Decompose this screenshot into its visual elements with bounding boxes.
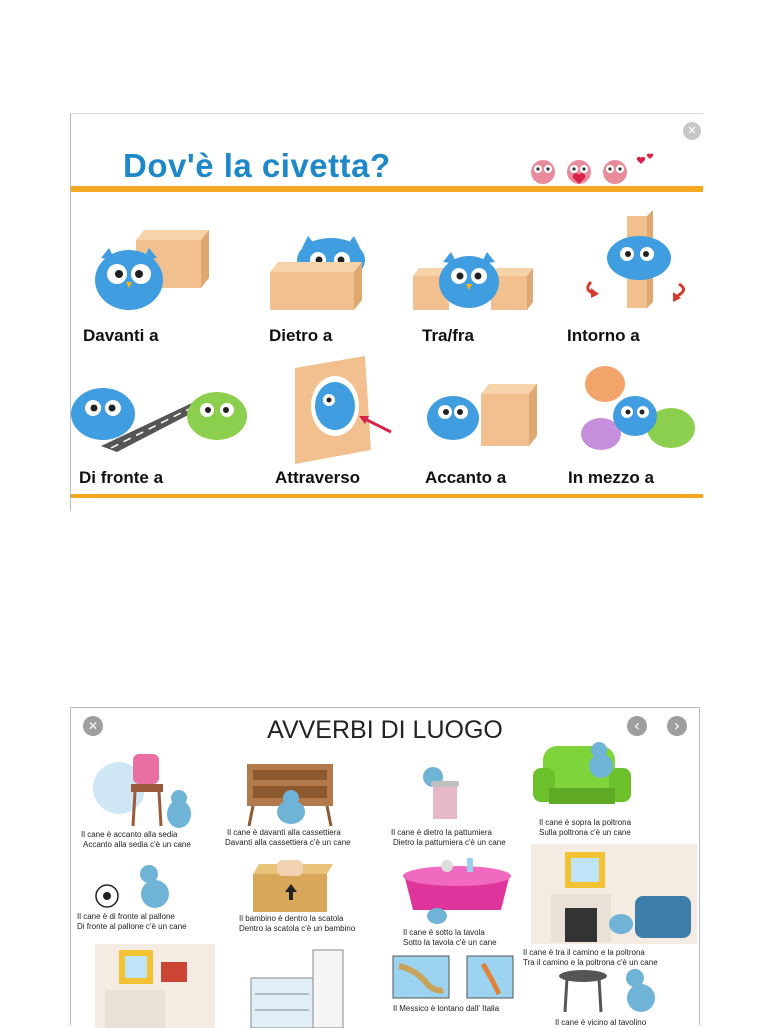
dog-in-front-of-dresser-icon: [241, 758, 341, 833]
caption-7-line1: Il cane è sotto la tavola: [403, 928, 485, 937]
bottom-divider: [71, 494, 703, 498]
open-fridge-icon: [247, 948, 357, 1028]
owls-facing-across-road-icon: [71, 354, 253, 464]
owl-card-title: Dov'è la civetta?: [123, 147, 391, 184]
adverbs-of-place-card: [70, 707, 700, 1025]
caption-2-line1: Il cane è davanti alla cassettiera: [227, 828, 341, 837]
dog-near-side-table-icon: [549, 966, 669, 1016]
caption-3-line1: Il cane è dietro la pattumiera: [391, 828, 492, 837]
child-in-box-icon: [243, 856, 337, 914]
caption-3-line2: Dietro la pattumiera c'è un cane: [393, 838, 506, 847]
caption-1-line2: Accanto alla sedia c'è un cane: [83, 840, 191, 849]
label-davanti-a: Davanti a: [83, 326, 159, 345]
next-button[interactable]: ›: [667, 716, 687, 736]
caption-4-line1: Il cane è sopra la poltrona: [539, 818, 632, 827]
item-intorno-a: [561, 210, 711, 320]
caption-6-line2: Dentro la scatola c'è un bambino: [239, 924, 356, 933]
dog-on-armchair-icon: [529, 732, 639, 820]
label-intorno-a: Intorno a: [567, 326, 640, 345]
caption-6-line1: Il bambino è dentro la scatola: [239, 914, 344, 923]
title-divider: [71, 186, 703, 192]
owl-next-to-box-icon: [421, 354, 571, 464]
caption-8-line2: Tra il camino e la poltrona c'è un cane: [523, 958, 658, 967]
dog-behind-trash-can-icon: [411, 763, 471, 823]
caption-9-line1: Il Messico è lontano dall' Italia: [393, 1004, 500, 1013]
dog-facing-ball-icon: [93, 856, 183, 912]
item-in-mezzo-a: [571, 354, 703, 464]
owl-around-post-icon: [561, 210, 711, 320]
item-di-fronte-a: [71, 354, 253, 464]
label-accanto-a: Accanto a: [425, 468, 507, 487]
caption-4-line2: Sulla poltrona c'è un cane: [539, 828, 631, 837]
label-dietro-a: Dietro a: [269, 326, 333, 345]
owl-prepositions-card: [70, 113, 703, 511]
item-attraverso: [279, 354, 429, 464]
item-davanti-a: [81, 210, 231, 320]
caption-5-line2: Di fronte al pallone c'è un cane: [77, 922, 187, 931]
fireplace-mirror-icon: [95, 944, 215, 1028]
caption-5-line1: Il cane è di fronte al pallone: [77, 912, 175, 921]
owl-behind-box-icon: [256, 210, 406, 320]
caption-7-line2: Sotto la tavola c'è un cane: [403, 938, 497, 947]
owl-in-front-of-box-icon: [81, 210, 231, 320]
label-di-fronte-a: Di fronte a: [79, 468, 164, 487]
label-attraverso: Attraverso: [275, 468, 361, 487]
owl-between-boxes-icon: [407, 210, 557, 320]
caption-2-line2: Davanti alla cassettiera c'è un cane: [225, 838, 351, 847]
close-button[interactable]: ✕: [83, 716, 103, 736]
dog-under-table-icon: [397, 848, 517, 928]
item-tra-fra: [407, 210, 557, 320]
caption-10-line1: Il cane è vicino al tavolino: [555, 1018, 647, 1027]
three-owls-hearts-icon: [529, 152, 669, 188]
item-accanto-a: [421, 354, 571, 464]
prev-button[interactable]: ‹: [627, 716, 647, 736]
dog-beside-chair-icon: [93, 748, 203, 833]
maps-mexico-italy-icon: [391, 954, 515, 1000]
label-in-mezzo-a: In mezzo a: [568, 468, 654, 487]
label-tra-fra: Tra/fra: [422, 326, 474, 345]
caption-1-line1: Il cane è accanto alla sedia: [81, 830, 178, 839]
adverbs-card-title: AVVERBI DI LUOGO: [267, 716, 503, 744]
owl-among-owls-icon: [571, 354, 703, 464]
owl-through-frame-icon: [279, 354, 429, 464]
close-icon[interactable]: ✕: [683, 122, 701, 140]
item-dietro-a: [256, 210, 406, 320]
caption-8-line1: Il cane è tra il camino e la poltrona: [523, 948, 645, 957]
dog-between-fireplace-armchair-icon: [531, 844, 697, 944]
